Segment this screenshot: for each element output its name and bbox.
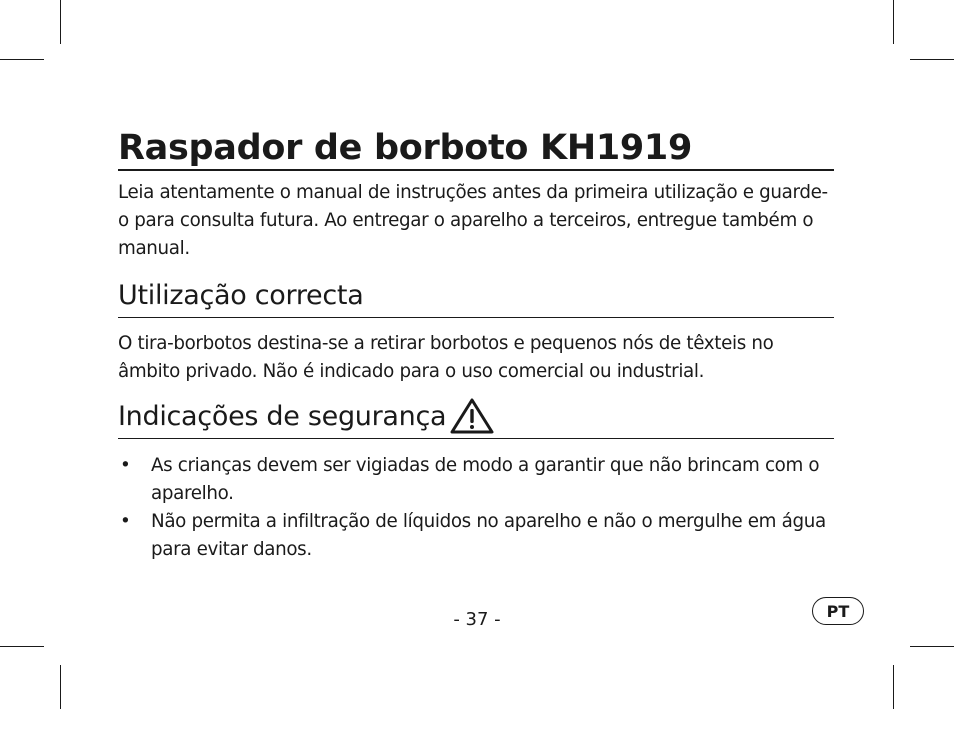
- page-number: - 37 -: [453, 609, 501, 630]
- section-heading-text: Utilização correcta: [118, 280, 364, 311]
- section-heading-correct-use: [118, 279, 834, 318]
- crop-mark: [0, 646, 44, 647]
- language-badge: PT: [812, 597, 864, 625]
- section-heading-text: Indicações de segurança: [118, 401, 447, 432]
- crop-mark: [910, 59, 954, 60]
- page-title: Raspador de borboto KH1919: [118, 128, 834, 171]
- bullet: •: [120, 455, 131, 476]
- list-item-text: As crianças devem ser vigiadas de modo a garantir que não brincam com o aparelho.: [151, 455, 820, 504]
- intro-paragraph: Leia atentamente o manual de instruções antes da primeira utilização e guarde-o para consulta futura. Ao entregar o aparelho a terceiros, entregue também o manual.: [118, 182, 828, 259]
- list-item: [118, 452, 834, 508]
- bullet: •: [120, 511, 131, 532]
- crop-mark: [893, 665, 894, 709]
- crop-mark: [893, 0, 894, 44]
- crop-mark: [60, 0, 61, 44]
- list-item-text: Não permita a infiltração de líquidos no aparelho e não o mergulhe em água para evitar danos.: [151, 511, 826, 560]
- safety-list: [118, 452, 834, 564]
- list-item: [118, 508, 834, 564]
- correct-use-paragraph: O tira-borbotos destina-se a retirar borbotos e pequenos nós de têxteis no âmbito privado. Não é indicado para o uso comercial ou industrial.: [118, 333, 774, 382]
- warning-triangle-icon: [450, 398, 494, 434]
- crop-mark: [910, 646, 954, 647]
- crop-mark: [0, 59, 44, 60]
- section-heading-safety: [118, 398, 834, 439]
- crop-mark: [60, 665, 61, 709]
